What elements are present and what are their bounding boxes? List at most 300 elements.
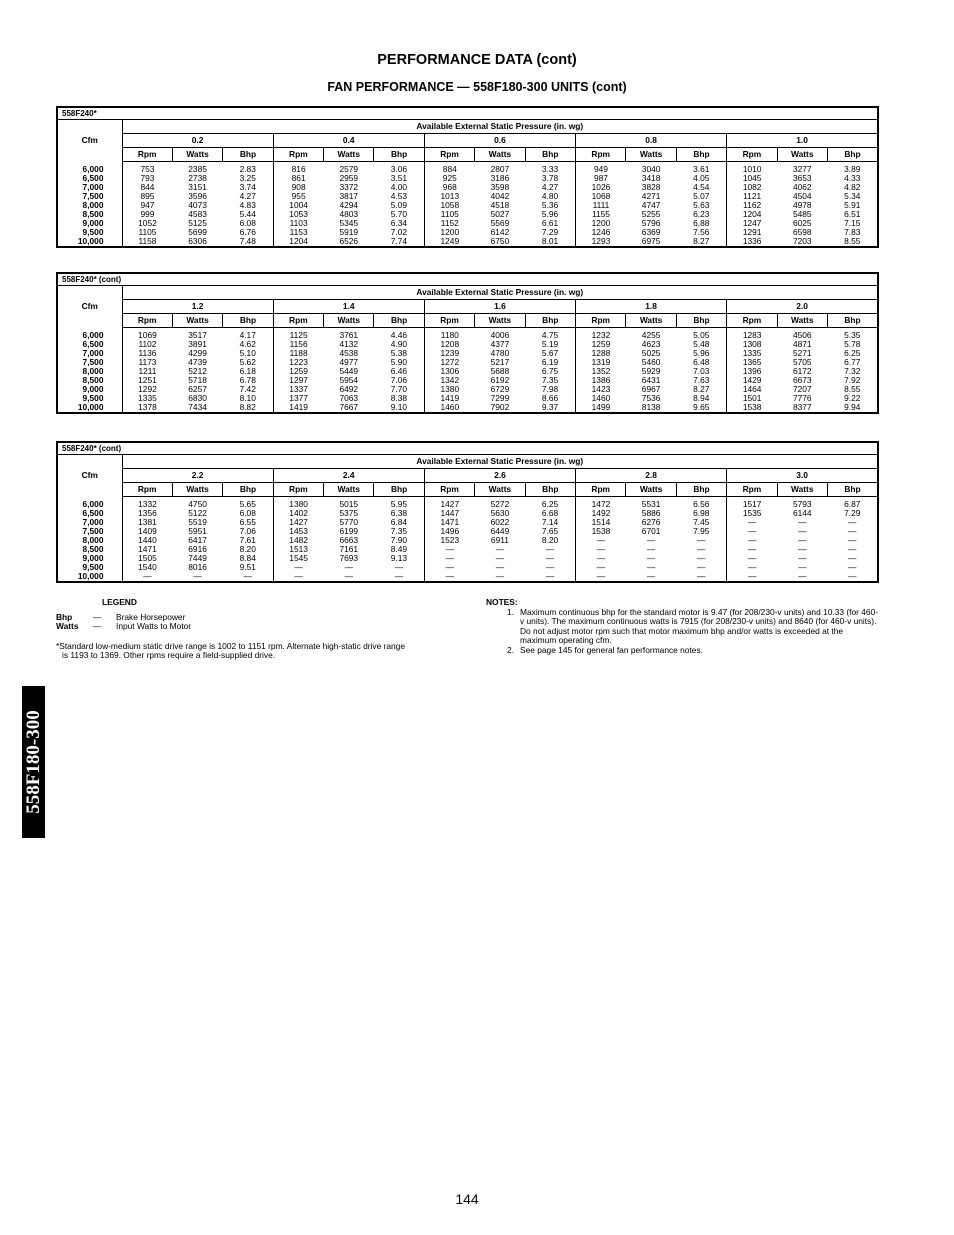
rpm-value: — [747,563,757,572]
rpm-header: Rpm [122,483,172,497]
table-row [57,162,878,175]
rpm-value: 1082 [742,183,762,192]
cfm-value: 9,500 [57,228,122,237]
rpm-value: 1173 [138,358,157,367]
bhp-value: 6.48 [676,358,726,367]
drive-range-footnote [56,642,456,661]
watts-header: Watts [626,483,676,497]
bhp-header: Bhp [676,314,726,328]
watts-value: 5531 [641,499,661,509]
watts-value: 4747 [641,201,661,210]
bhp-header: Bhp [827,148,878,162]
watts-header: Watts [172,483,222,497]
watts-value: 2579 [339,164,359,174]
bhp-value: 9.65 [676,403,726,413]
watts-value: 4294 [339,201,359,210]
rpm-value: 1125 [289,330,308,340]
bhp-value: 8.20 [525,536,575,545]
bhp-value: 6.18 [223,367,273,376]
watts-value: — [193,572,202,581]
watts-value: 3040 [641,164,661,174]
bhp-value: 5.10 [223,349,273,358]
rpm-header: Rpm [122,314,172,328]
watts-value: 6172 [792,367,812,376]
watts-value: 4871 [792,340,812,349]
watts-value: 5212 [188,367,207,376]
watts-value: 6750 [490,237,510,246]
table-row [57,385,878,394]
watts-value: 6022 [490,518,510,527]
watts-value: 3596 [188,192,207,201]
table-row [57,228,878,237]
watts-value: 6369 [641,228,661,237]
watts-value: 6526 [339,237,359,246]
rpm-value: 1365 [742,358,762,367]
rpm-value: 1069 [138,330,157,340]
footnote-line: *Standard low-medium static drive range is 1002 to 1151 rpm. Alternate high-static drive range [56,640,405,651]
rpm-value: 1513 [289,545,308,554]
watts-value: 4978 [792,201,812,210]
bhp-value: 7.35 [374,527,424,536]
watts-value: 5951 [188,527,207,536]
page-subtitle: FAN PERFORMANCE — 558F180-300 UNITS (cont) [327,80,627,94]
rpm-value: — [445,563,454,572]
bhp-value: 5.70 [374,210,424,219]
side-section-tab [22,686,45,838]
bhp-value: 3.33 [525,162,575,175]
watts-value: 5345 [339,219,359,228]
watts-value: 4271 [641,192,661,201]
bhp-value: 4.83 [223,201,273,210]
cfm-value: 6,500 [57,174,122,183]
rpm-value: 999 [140,210,155,219]
bhp-value: 8.27 [676,385,726,394]
rpm-value: 1152 [440,219,459,228]
cfm-value: 10,000 [57,572,122,582]
watts-value: — [646,572,656,581]
rpm-value: — [596,563,606,572]
pressure-value: 2.6 [424,469,575,483]
watts-value: 5705 [792,358,812,367]
footnote-line: is 1193 to 1369. Other rpms require a field-supplied drive. [62,650,276,660]
rpm-value: 1004 [289,201,308,210]
bhp-value: 2.83 [223,162,273,175]
watts-value: 3277 [792,164,812,174]
rpm-value: 1332 [138,499,157,509]
table-row [57,554,878,563]
rpm-value: 1402 [289,509,308,518]
bhp-value: 3.06 [374,162,424,175]
watts-value: 2385 [188,164,207,174]
bhp-value: 6.88 [676,219,726,228]
watts-value: 6663 [339,536,359,545]
watts-value: 4132 [339,340,359,349]
rpm-value: 1427 [289,518,308,527]
watts-value: 6916 [188,545,207,554]
rpm-value: — [143,572,152,581]
rpm-value: 1232 [591,330,611,340]
bhp-value: 5.96 [676,349,726,358]
bhp-value: 5.67 [525,349,575,358]
table-row [57,367,878,376]
legend [56,598,456,661]
watts-header: Watts [324,483,374,497]
rpm-value: 1026 [591,183,611,192]
bhp-value: 4.90 [374,340,424,349]
watts-value: — [798,572,807,581]
rpm-value: 753 [140,164,155,174]
rpm-value: — [747,527,757,536]
bhp-header: Bhp [525,483,575,497]
cfm-value: 6,500 [57,340,122,349]
bhp-value: 7.42 [223,385,273,394]
bhp-header: Bhp [525,314,575,328]
table-header-row [57,120,878,134]
bhp-value: 5.96 [525,210,575,219]
bhp-value: — [676,563,726,572]
bhp-value: 6.55 [223,518,273,527]
bhp-value: 5.65 [223,497,273,510]
watts-value: 6276 [641,518,661,527]
cfm-header: Cfm [57,286,122,328]
rpm-value: 987 [593,174,608,183]
bhp-value: 6.75 [525,367,575,376]
pressure-value: 1.0 [727,134,878,148]
rpm-value: 816 [291,164,306,174]
rpm-value: 947 [140,201,155,210]
rpm-value: 1386 [591,376,611,385]
watts-header: Watts [324,314,374,328]
bhp-value: 8.10 [223,394,273,403]
rpm-value: 1053 [289,210,308,219]
pressure-value: 3.0 [727,469,878,483]
rpm-header: Rpm [576,483,626,497]
rpm-value: — [747,554,757,563]
bhp-value: 9.22 [844,394,861,403]
table-header-row [57,286,878,300]
notes-title: NOTES: [486,597,518,607]
watts-value: — [344,572,353,581]
watts-value: 3151 [188,183,207,192]
bhp-value: 5.44 [223,210,273,219]
watts-value: 4062 [792,183,812,192]
bhp-value: 7.63 [676,376,726,385]
watts-value: 5025 [641,349,661,358]
bhp-value: 7.70 [374,385,424,394]
rpm-value: 1419 [289,403,308,412]
rpm-value: 1342 [440,376,460,385]
watts-header: Watts [475,148,525,162]
rpm-header: Rpm [727,483,777,497]
table-row [57,192,878,201]
watts-value: — [646,545,656,554]
table-header-row [57,455,878,469]
rpm-header: Rpm [727,148,777,162]
bhp-value: — [848,527,857,536]
cfm-value: 6,500 [57,509,122,518]
cfm-value: 7,500 [57,527,122,536]
cfm-value: 9,500 [57,563,122,572]
rpm-value: 1538 [591,527,611,536]
rpm-value: 1335 [742,349,762,358]
watts-value: 5630 [490,509,510,518]
watts-header: Watts [475,483,525,497]
bhp-value: — [848,554,857,563]
rpm-value: 1121 [743,192,762,201]
rpm-value: 1239 [440,349,460,358]
bhp-value: 4.33 [844,174,861,183]
rpm-value: 1272 [440,358,460,367]
legend-item [56,622,456,632]
rpm-value: 1102 [138,340,157,349]
rpm-value: 1501 [742,394,762,403]
watts-value: 3418 [641,174,661,183]
notes [486,598,880,655]
cfm-header: Cfm [57,120,122,162]
watts-value: 4780 [490,349,510,358]
rpm-value: 1155 [591,210,610,219]
watts-value: 5886 [641,509,661,518]
rpm-value: 1249 [440,237,460,246]
bhp-value: 8.01 [525,237,575,247]
bhp-header: Bhp [223,148,273,162]
bhp-value: 4.17 [223,328,273,341]
watts-value: 7536 [641,394,661,403]
table-row [57,509,878,518]
watts-value: 5718 [188,376,207,385]
watts-value: 5919 [339,228,359,237]
bhp-value: 8.84 [223,554,273,563]
watts-value: 5125 [188,219,207,228]
watts-value: — [646,536,656,545]
watts-value: 7776 [792,394,812,403]
rpm-value: 1535 [742,509,762,518]
bhp-value: 5.48 [676,340,726,349]
bhp-value: 3.89 [844,164,861,174]
bhp-value: 7.29 [844,509,861,518]
bhp-value: 3.61 [676,162,726,175]
bhp-value: 7.29 [525,228,575,237]
cfm-value: 10,000 [57,403,122,413]
bhp-value: 5.07 [676,192,726,201]
static-pressure-header: Available External Static Pressure (in. wg) [122,286,878,300]
table-unit-label: 558F240* (cont) [57,273,878,286]
table-label-row [57,442,878,455]
pressure-value: 1.8 [576,300,727,314]
bhp-value: 3.25 [223,174,273,183]
pressure-value: 2.4 [273,469,424,483]
pressure-value: 0.2 [122,134,273,148]
rpm-value: 1378 [138,403,157,412]
bhp-value: 4.62 [223,340,273,349]
pressure-value: 2.2 [122,469,273,483]
rpm-value: — [747,518,757,527]
cfm-value: 9,500 [57,394,122,403]
table-row [57,572,878,582]
rpm-value: 1352 [591,367,611,376]
watts-value: 5122 [188,509,207,518]
pressure-value: 1.4 [273,300,424,314]
rpm-header: Rpm [576,314,626,328]
cfm-value: 8,000 [57,367,122,376]
table-unit-label: 558F240* (cont) [57,442,878,455]
watts-value: 7434 [188,403,207,412]
legend-abbr: Watts [56,621,79,631]
watts-value: — [798,536,807,545]
watts-header: Watts [172,148,222,162]
rpm-value: — [445,554,454,563]
rpm-value: — [294,563,303,572]
bhp-value: 7.03 [676,367,726,376]
watts-value: 6306 [188,237,207,246]
bhp-value: 6.19 [525,358,575,367]
bhp-value: 6.68 [525,509,575,518]
rpm-value: 1499 [591,403,611,412]
bhp-value: 6.23 [676,210,726,219]
cfm-value: 8,500 [57,376,122,385]
rpm-value: 1200 [591,219,611,228]
pressure-row [57,300,878,314]
rpm-value: 1523 [440,536,460,545]
bhp-value: 7.15 [844,219,861,228]
watts-value: 4377 [490,340,510,349]
watts-value: 5770 [339,518,359,527]
bhp-value: 7.48 [223,237,273,247]
rpm-value: 1381 [138,518,157,527]
rpm-value: 1356 [138,509,157,518]
bhp-value: 5.78 [844,340,861,349]
column-header-row [57,148,878,162]
bhp-value: — [676,545,726,554]
rpm-value: 1505 [138,554,157,563]
pressure-row [57,469,878,483]
rpm-value: 1335 [138,394,157,403]
watts-value: 4977 [339,358,359,367]
watts-value: — [495,545,505,554]
bhp-header: Bhp [676,148,726,162]
table-row [57,340,878,349]
rpm-value: 1409 [138,527,157,536]
fan-performance-table [56,441,879,583]
bhp-header: Bhp [827,483,878,497]
rpm-value: 1103 [289,219,308,228]
static-pressure-header: Available External Static Pressure (in. wg) [122,120,878,134]
bhp-value: 9.37 [525,403,575,413]
bhp-value: 5.19 [525,340,575,349]
rpm-value: 1380 [289,499,308,509]
bhp-value: 9.51 [223,563,273,572]
bhp-value: 6.08 [223,219,273,228]
rpm-value: 1211 [138,367,157,376]
bhp-value: 7.35 [525,376,575,385]
rpm-value: 1460 [591,394,611,403]
rpm-value: 1136 [138,349,157,358]
bhp-header: Bhp [223,314,273,328]
rpm-value: 1440 [138,536,157,545]
watts-value: — [344,563,353,572]
watts-value: — [646,554,656,563]
watts-value: 5255 [641,210,661,219]
watts-value: 4042 [490,192,510,201]
rpm-value: 1283 [742,330,762,340]
watts-value: 6975 [641,237,661,246]
bhp-value: 8.38 [374,394,424,403]
bhp-value: 9.10 [374,403,424,413]
static-pressure-header: Available External Static Pressure (in. wg) [122,455,878,469]
table-row [57,536,878,545]
table-row [57,237,878,247]
note-number: 1. [507,606,514,617]
watts-value: — [798,554,807,563]
rpm-value: 1471 [440,518,460,527]
note-text: See page 145 for general fan performance notes. [520,644,703,655]
legend-text: Input Watts to Motor [116,621,192,631]
bhp-value: 6.56 [676,497,726,510]
rpm-value: 1306 [440,367,460,376]
watts-value: 4750 [188,499,207,509]
rpm-value: 1246 [591,228,611,237]
bhp-value: 5.38 [374,349,424,358]
bhp-value: 6.51 [844,210,861,219]
table-row [57,527,878,536]
bhp-value: 6.87 [844,499,861,509]
bhp-value: 6.38 [374,509,424,518]
pressure-value: 2.8 [576,469,727,483]
table-row [57,358,878,367]
watts-value: 5699 [188,228,207,237]
watts-value: 3653 [792,174,812,183]
cfm-value: 9,000 [57,554,122,563]
bhp-value: — [676,572,726,582]
bhp-value: 6.46 [374,367,424,376]
bhp-value: 8.55 [844,237,861,246]
rpm-value: 1162 [743,201,762,210]
bhp-value: 6.77 [844,358,861,367]
cfm-value: 9,000 [57,385,122,394]
column-header-row [57,483,878,497]
cfm-value: 7,000 [57,518,122,527]
bhp-value: 4.80 [525,192,575,201]
pressure-value: 0.4 [273,134,424,148]
rpm-value: — [596,545,606,554]
cfm-value: 6,000 [57,328,122,341]
legend-title: LEGEND [102,597,137,607]
watts-value: — [798,563,807,572]
table-row [57,403,878,413]
bhp-value: 6.78 [223,376,273,385]
note-text: Maximum continuous bhp for the standard motor is 9.47 (for 208/230-v units) and 10.33 (for 460-v units). The maximum continuous watts is 7915 (for 208/230-v units) and 8640 (for 460-v units). Do not adjust motor rpm such that motor maximum bhp and/or watts is exceeded at the maximum operating cfm. [520,606,878,645]
bhp-header: Bhp [374,314,424,328]
watts-value: 4073 [188,201,207,210]
rpm-value: 1471 [138,545,157,554]
table-unit-label: 558F240* [57,107,878,120]
rpm-value: 793 [140,174,155,183]
bhp-value: 6.61 [525,219,575,228]
rpm-value: 1188 [289,349,308,358]
cfm-value: 7,000 [57,349,122,358]
table-row [57,174,878,183]
bhp-header: Bhp [223,483,273,497]
rpm-value: 1153 [289,228,308,237]
bhp-value: 5.34 [844,192,861,201]
bhp-value: 6.98 [676,509,726,518]
bhp-value: — [525,554,575,563]
pressure-value: 0.8 [576,134,727,148]
pressure-value: 0.6 [424,134,575,148]
rpm-value: 1517 [742,499,762,509]
bhp-value: 6.25 [844,349,861,358]
bhp-value: 4.27 [525,183,575,192]
